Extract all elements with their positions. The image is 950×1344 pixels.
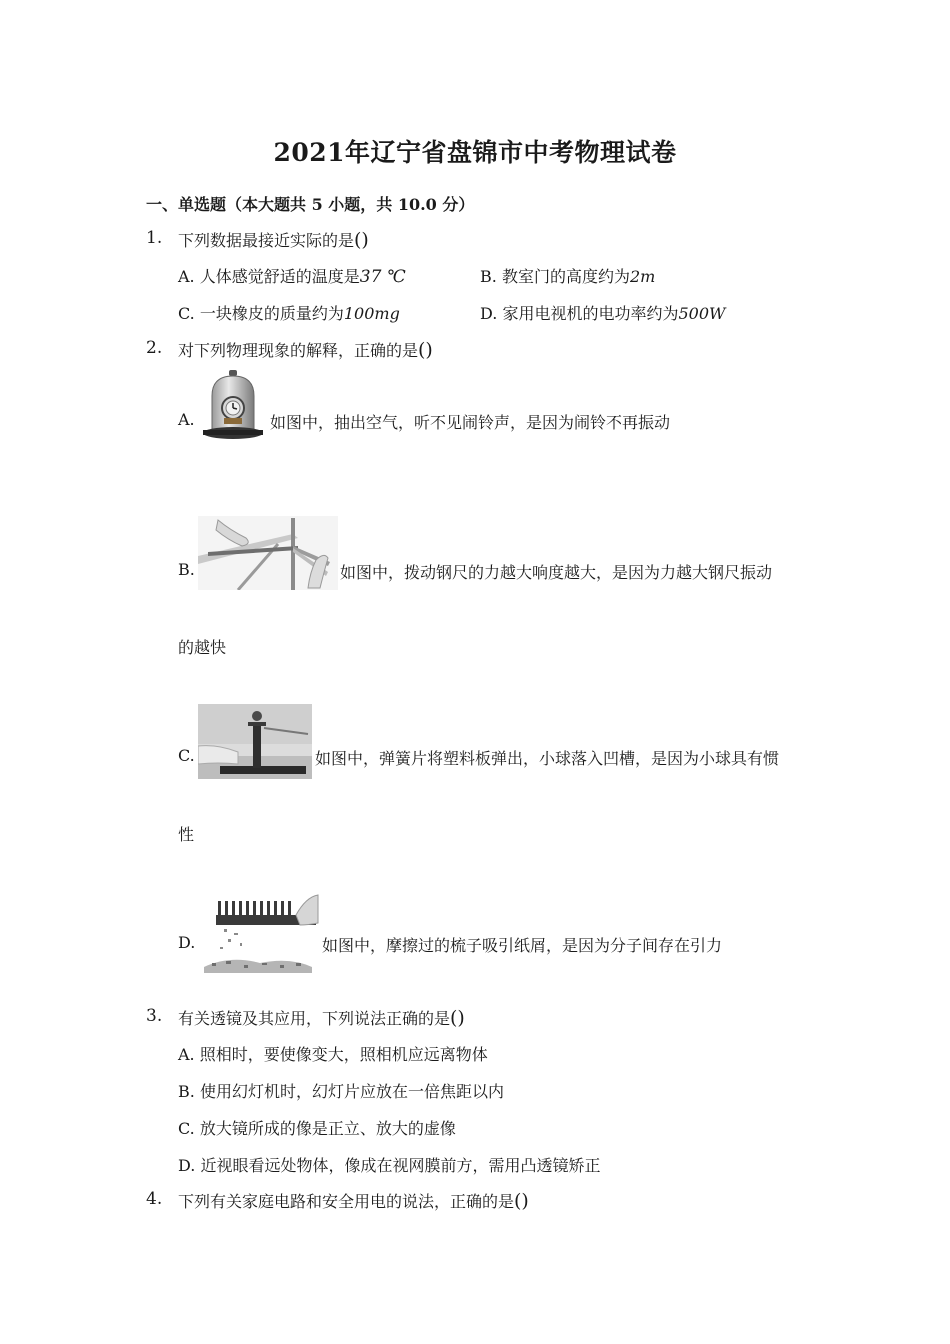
question-2-option-b-label: B. xyxy=(178,560,195,579)
question-2-option-a-text: 如图中，抽出空气，听不见闹铃声，是因为闹铃不再振动 xyxy=(270,413,671,432)
answer-paren: () xyxy=(418,339,433,361)
comb-attracting-paper-image xyxy=(200,893,320,975)
question-3-text: 有关透镜及其应用，下列说法正确的是 xyxy=(178,1009,451,1028)
answer-paren: () xyxy=(514,1190,529,1212)
question-2-option-c-label: C. xyxy=(178,746,195,765)
question-2-option-b-text: 如图中，拨动钢尺的力越大响度越大，是因为力越大钢尺振动 xyxy=(340,563,773,582)
question-4-text: 下列有关家庭电路和安全用电的说法，正确的是 xyxy=(178,1192,515,1211)
question-1-option-d xyxy=(480,301,725,324)
option-label: B. xyxy=(480,267,497,286)
answer-paren: () xyxy=(354,229,369,251)
question-2-number: 2. xyxy=(146,338,163,358)
question-3-option-a xyxy=(178,1042,488,1065)
option-label: C. xyxy=(178,304,195,323)
option-label: D. xyxy=(480,304,498,323)
question-3-option-b xyxy=(178,1079,504,1102)
question-2-option-d-text: 如图中，摩擦过的梳子吸引纸屑，是因为分子间存在引力 xyxy=(322,936,723,955)
option-label: B. xyxy=(178,1082,195,1101)
bell-jar-alarm-clock-image xyxy=(200,368,266,442)
question-1-option-a xyxy=(178,264,406,287)
question-3-option-c xyxy=(178,1116,456,1139)
option-label: C. xyxy=(178,1119,195,1138)
question-2-option-a-label: A. xyxy=(178,410,195,429)
option-label: A. xyxy=(178,267,195,286)
page-title: 2021年辽宁省盘锦市中考物理试卷 xyxy=(273,138,677,167)
question-2-option-d-label: D. xyxy=(178,933,196,952)
steel-ruler-on-table-image xyxy=(198,516,338,590)
option-text: 家用电视机的电功率约为 xyxy=(502,304,679,323)
answer-paren: () xyxy=(450,1007,465,1029)
question-2-option-b-text-continued: 的越快 xyxy=(178,638,227,657)
option-value: 100mg xyxy=(343,304,400,323)
question-1-option-b xyxy=(480,264,655,287)
question-2-option-c-text-continued: 性 xyxy=(178,825,195,844)
option-label: D. xyxy=(178,1156,196,1175)
option-text: 人体感觉舒适的温度是 xyxy=(199,267,360,286)
question-1-number: 1. xyxy=(146,228,163,248)
option-value: 37 ℃ xyxy=(359,267,406,287)
option-text: 一块橡皮的质量约为 xyxy=(199,304,344,323)
question-2-stem xyxy=(178,338,433,361)
question-1-text: 下列数据最接近实际的是 xyxy=(178,231,355,250)
question-3-stem xyxy=(178,1006,465,1029)
section-heading: 一、单选题（本大题共 5 小题，共 10.0 分） xyxy=(146,195,475,214)
option-text: 放大镜所成的像是正立、放大的虚像 xyxy=(199,1119,456,1138)
inertia-apparatus-image xyxy=(198,704,312,779)
question-4-stem xyxy=(178,1189,529,1212)
question-4-number: 4. xyxy=(146,1189,163,1209)
question-2-option-c-text: 如图中，弹簧片将塑料板弹出，小球落入凹槽，是因为小球具有惯 xyxy=(315,749,780,768)
option-value: 500W xyxy=(678,304,726,323)
option-value: 2m xyxy=(629,267,656,286)
question-3-option-d xyxy=(178,1153,600,1176)
option-text: 照相时，要使像变大，照相机应远离物体 xyxy=(199,1045,488,1064)
option-text: 近视眼看远处物体，像成在视网膜前方，需用凸透镜矫正 xyxy=(200,1156,601,1175)
option-text: 使用幻灯机时，幻灯片应放在一倍焦距以内 xyxy=(199,1082,504,1101)
question-1-option-c xyxy=(178,301,400,324)
question-1-stem xyxy=(178,228,369,251)
option-label: A. xyxy=(178,1045,195,1064)
question-2-text: 对下列物理现象的解释，正确的是 xyxy=(178,341,419,360)
question-3-number: 3. xyxy=(146,1006,163,1026)
option-text: 教室门的高度约为 xyxy=(501,267,630,286)
